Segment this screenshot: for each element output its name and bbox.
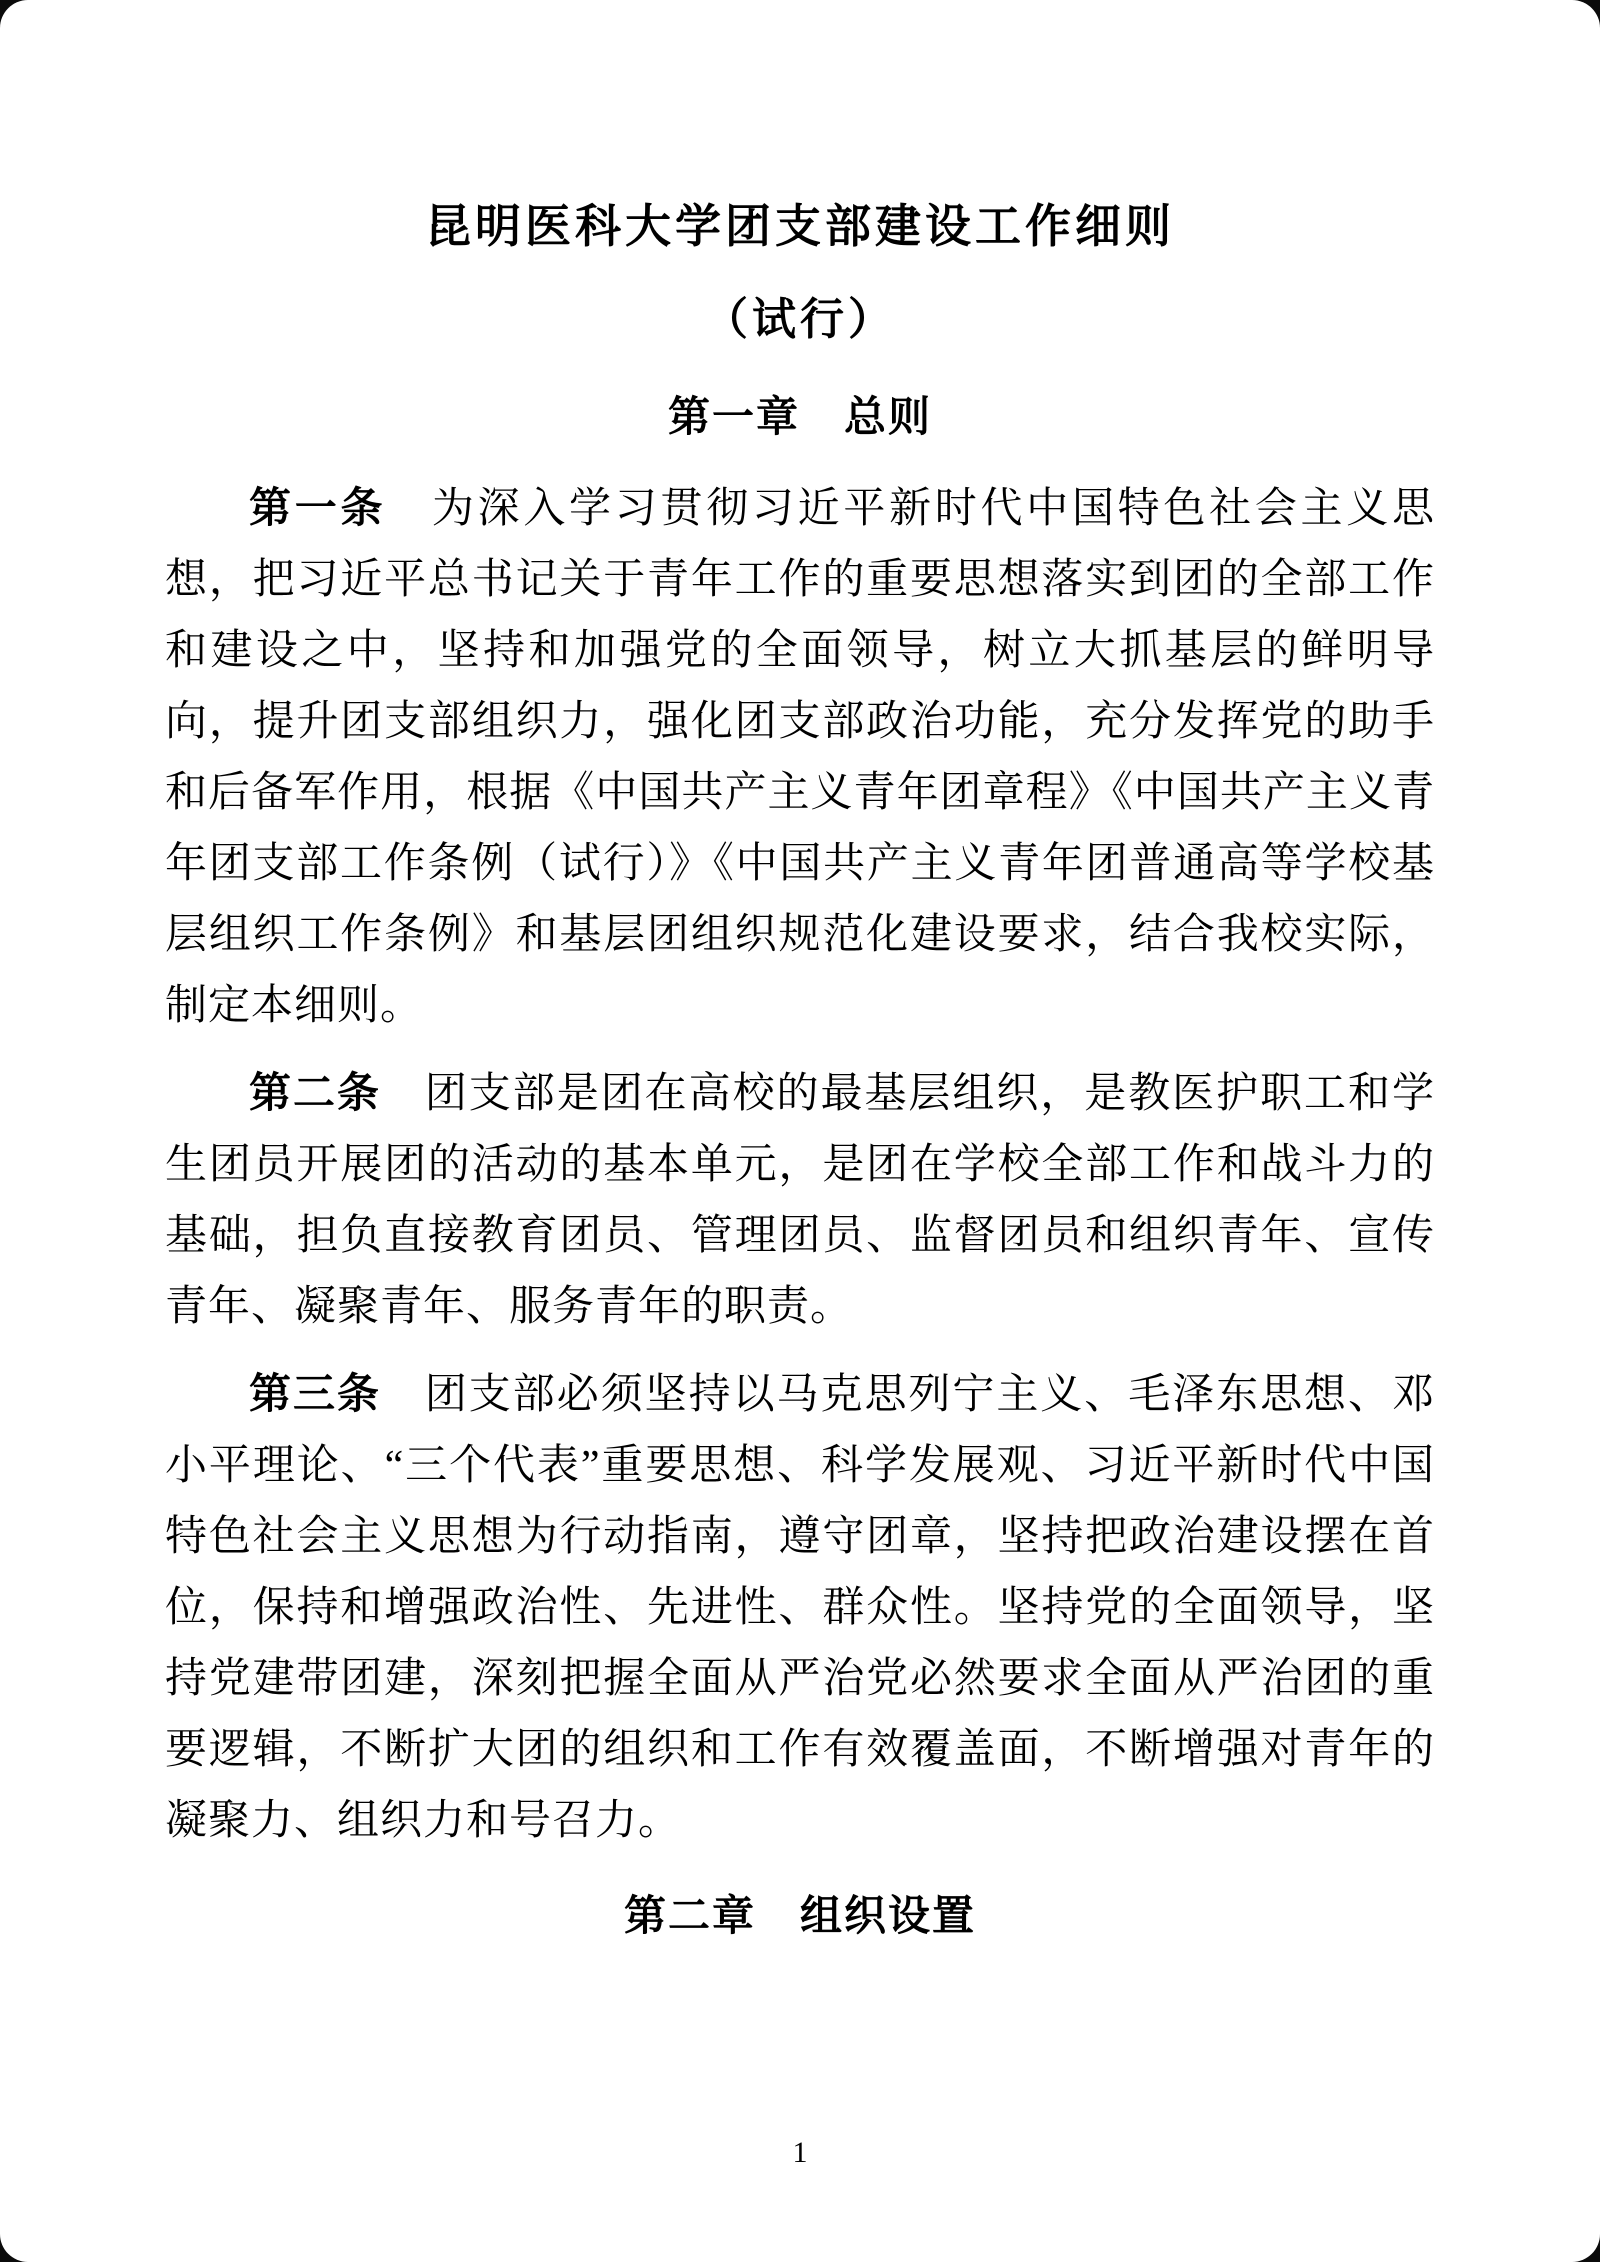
- article-label-2: 第二条: [249, 1071, 381, 1117]
- articles-container: [165, 474, 1435, 1857]
- article-label-3: 第三条: [249, 1372, 381, 1418]
- article-paragraph-1: [165, 474, 1435, 1042]
- article-text-1: 为深入学习贯彻习近平新时代中国特色社会主义思想，把习近平总书记关于青年工作的重要思想落实到团的全部工作和建设之中，坚持和加强党的全面领导，树立大抓基层的鲜明导向，提升团支部组织力，强化团支部政治功能，充分发挥党的助手和后备军作用，根据《中国共产主义青年团章程》《中国共产主义青年团支部工作条例（试行）》《中国共产主义青年团普通高等学校基层组织工作条例》和基层团组织规范化建设要求，结合我校实际，制定本细则。: [165, 486, 1435, 1029]
- document-subtitle: （试行）: [704, 295, 896, 344]
- article-text-2: 团支部是团在高校的最基层组织，是教医护职工和学生团员开展团的活动的基本单元，是团在学校全部工作和战斗力的基础，担负直接教育团员、管理团员、监督团员和组织青年、宣传青年、凝聚青年、服务青年的职责。: [165, 1071, 1435, 1330]
- page-number: 1: [792, 2136, 808, 2169]
- chapter-1-heading: 第一章 总则: [667, 393, 932, 440]
- document-title: 昆明医科大学团支部建设工作细则: [425, 201, 1175, 252]
- article-text-3: 团支部必须坚持以马克思列宁主义、毛泽东思想、邓小平理论、“三个代表”重要思想、科学发展观、习近平新时代中国特色社会主义思想为行动指南，遵守团章，坚持把政治建设摆在首位，保持和增强政治性、先进性、群众性。坚持党的全面领导，坚持党建带团建，深刻把握全面从严治党必然要求全面从严治团的重要逻辑，不断扩大团的组织和工作有效覆盖面，不断增强对青年的凝聚力、组织力和号召力。: [165, 1372, 1435, 1844]
- chapter-2-heading: 第二章 组织设置: [623, 1892, 976, 1939]
- article-label-1: 第一条: [249, 486, 387, 532]
- article-paragraph-3: [165, 1360, 1435, 1857]
- article-paragraph-2: [165, 1059, 1435, 1343]
